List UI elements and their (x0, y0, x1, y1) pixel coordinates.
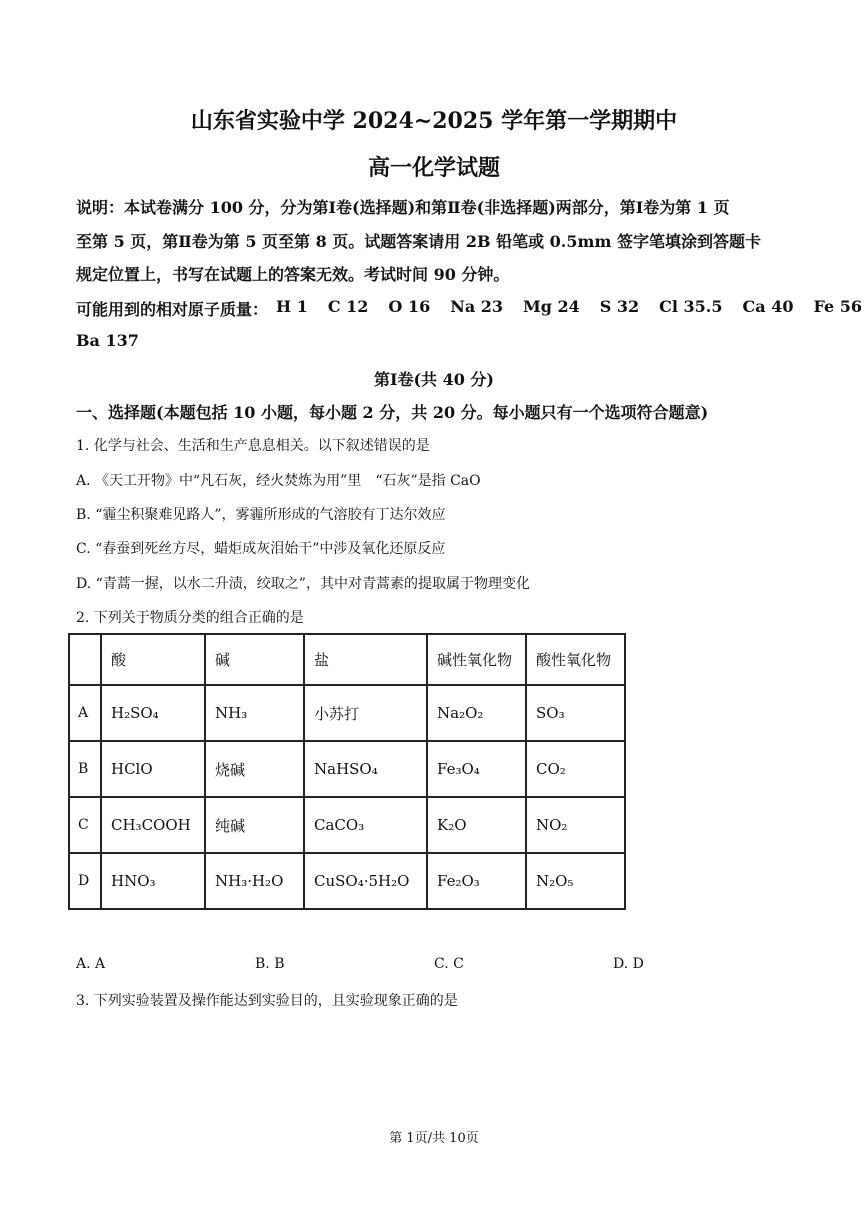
atomic-mass-s: S 32 (599, 297, 640, 316)
row-label: C (69, 797, 101, 853)
basic-oxide-cell: Na₂O₂ (427, 685, 526, 741)
question-1-option-d: D. “青蒿一握，以水二升渍，绞取之”，其中对青蒿素的提取属于物理变化 (76, 576, 530, 592)
acid-cell: H₂SO₄ (101, 685, 205, 741)
atomic-mass-na: Na 23 (450, 297, 504, 316)
acidic-oxide-cell: CO₂ (526, 741, 625, 797)
atomic-mass-line (76, 297, 862, 320)
acidic-oxide-cell: N₂O₅ (526, 853, 625, 909)
basic-oxide-cell: K₂O (427, 797, 526, 853)
atomic-mass-fe: Fe 56 (813, 297, 862, 316)
question-1-option-a: A. 《天工开物》中“凡石灰，经火焚炼为用”里 “石灰”是指 CaO (76, 473, 481, 489)
table-header-row (69, 634, 625, 685)
page-title: 山东省实验中学 2024~2025 学年第一学期期中 (190, 108, 678, 134)
salt-cell: CaCO₃ (304, 797, 427, 853)
page-subtitle: 高一化学试题 (367, 155, 500, 181)
row-label: B (69, 741, 101, 797)
atomic-mass-c: C 12 (327, 297, 369, 316)
table-header-cell (69, 634, 101, 685)
atomic-mass-o: O 16 (388, 297, 431, 316)
table-row (69, 853, 625, 909)
acidic-oxide-cell: SO₃ (526, 685, 625, 741)
acid-cell: HClO (101, 741, 205, 797)
basic-oxide-cell: Fe₃O₄ (427, 741, 526, 797)
question-3-stem: 3. 下列实验装置及操作能达到实验目的，且实验现象正确的是 (76, 993, 458, 1009)
table-header-cell: 碱性氧化物 (427, 634, 526, 685)
question-2-stem: 2. 下列关于物质分类的组合正确的是 (76, 610, 304, 626)
atomic-mass-mg: Mg 24 (523, 297, 580, 316)
question-1-option-b: B. “霾尘积聚难见路人”，雾霾所形成的气溶胶有丁达尔效应 (76, 507, 446, 523)
question-1-option-c: C. “春蚕到死丝方尽，蜡炬成灰泪始干”中涉及氧化还原反应 (76, 541, 446, 557)
salt-cell: 小苏打 (304, 685, 427, 741)
base-cell: NH₃·H₂O (205, 853, 304, 909)
table-row (69, 685, 625, 741)
row-label: A (69, 685, 101, 741)
page-footer: 第 1页/共 10页 (389, 1131, 479, 1146)
base-cell: NH₃ (205, 685, 304, 741)
table-header-cell: 酸 (101, 634, 205, 685)
salt-cell: CuSO₄·5H₂O (304, 853, 427, 909)
instructions-line-3: 规定位置上，书写在试题上的答案无效。考试时间 90 分钟。 (76, 265, 510, 284)
basic-oxide-cell: Fe₂O₃ (427, 853, 526, 909)
question-2-answer-b: B. B (255, 956, 285, 972)
part-heading: 一、选择题(本题包括 10 小题，每小题 2 分，共 20 分。每小题只有一个选项符合题意) (76, 403, 709, 422)
base-cell: 纯碱 (205, 797, 304, 853)
acidic-oxide-cell: NO₂ (526, 797, 625, 853)
question-1-stem: 1. 化学与社会、生活和生产息息相关。以下叙述错误的是 (76, 438, 430, 454)
atomic-mass-ca: Ca 40 (742, 297, 794, 316)
table-header-cell: 酸性氧化物 (526, 634, 625, 685)
acid-cell: HNO₃ (101, 853, 205, 909)
question-2-answer-c: C. C (434, 956, 464, 972)
instructions-line-1: 说明：本试卷满分 100 分，分为第Ⅰ卷(选择题)和第Ⅱ卷(非选择题)两部分，第Ⅰ卷为第 1 页 (76, 198, 730, 217)
atomic-mass-ba: Ba 137 (76, 331, 139, 350)
atomic-mass-h: H 1 (276, 297, 308, 316)
table-row (69, 797, 625, 853)
instructions-line-2: 至第 5 页，第Ⅱ卷为第 5 页至第 8 页。试题答案请用 2B 铅笔或 0.5mm 签字笔填涂到答题卡 (76, 232, 761, 251)
table-row (69, 741, 625, 797)
salt-cell: NaHSO₄ (304, 741, 427, 797)
base-cell: 烧碱 (205, 741, 304, 797)
table-header-cell: 碱 (205, 634, 304, 685)
acid-cell: CH₃COOH (101, 797, 205, 853)
row-label: D (69, 853, 101, 909)
table-header-cell: 盐 (304, 634, 427, 685)
atomic-mass-cl: Cl 35.5 (659, 297, 723, 316)
classification-table (68, 633, 626, 910)
question-2-answer-d: D. D (613, 956, 644, 972)
question-2-answer-a: A. A (76, 956, 106, 972)
section-heading: 第Ⅰ卷(共 40 分) (373, 370, 495, 389)
atomic-mass-label: 可能用到的相对原子质量： (76, 300, 269, 319)
